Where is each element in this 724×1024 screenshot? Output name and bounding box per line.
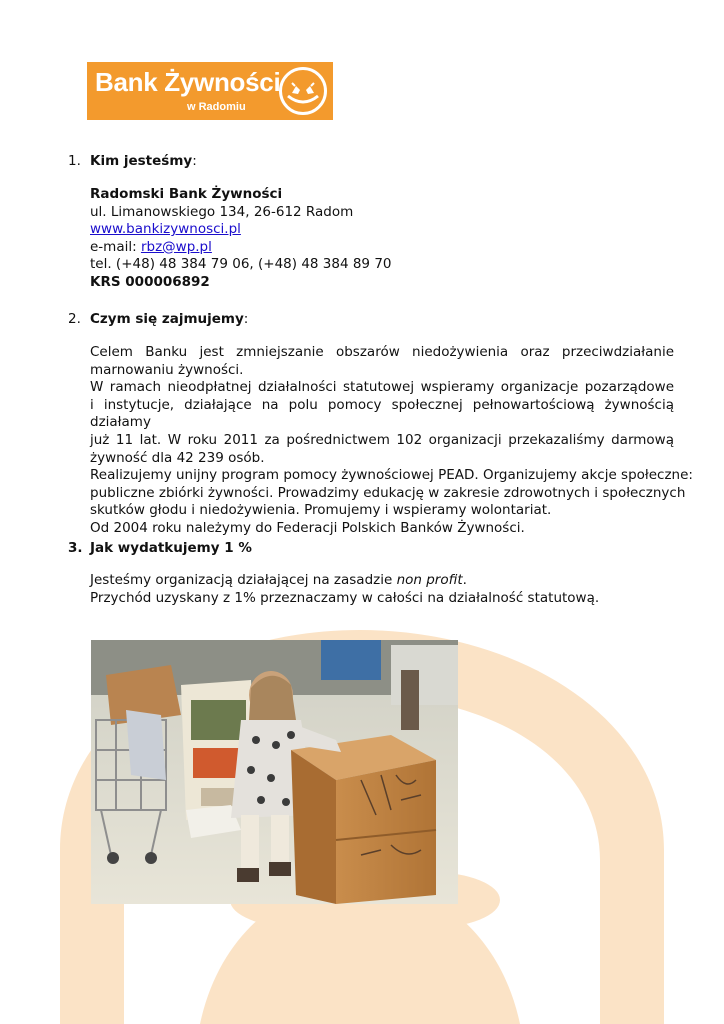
section-number: 1. [68, 153, 81, 169]
paragraph-line: W ramach nieodpłatnej działalności statutowej wspieramy organizacje pozarządowe [90, 379, 674, 396]
paragraph-line: Celem Banku jest zmniejszanie obszarów niedożywienia oraz przeciwdziałanie [90, 344, 674, 360]
paragraph-line: żywność dla 42 239 osób. [90, 449, 265, 466]
section-title: Czym się zajmujemy [90, 311, 244, 327]
paragraph-line: publiczne zbiórki żywności. Prowadzimy edukację w zakresie zdrowotnych i społecznych [90, 484, 686, 501]
paragraph-line: i instytucje, działające na polu pomocy społecznej pełnowartościową żywnością działamy [90, 396, 674, 431]
section-title: Kim jesteśmy [90, 153, 193, 169]
section-3-heading [68, 539, 252, 557]
paragraph-line: Realizujemy unijny program pomocy żywnościowej PEAD. Organizujemy akcje społeczne: [90, 467, 693, 484]
logo-subtitle: w Radomiu [187, 101, 246, 113]
nonprofit-suffix: . [462, 572, 467, 588]
bowl-birds-icon [278, 66, 328, 116]
email-label: e-mail: [90, 238, 141, 255]
contact-block [90, 186, 674, 292]
donation-usage: Przychód uzyskany z 1% przeznaczamy w całości na działalność statutową. [90, 589, 600, 606]
paragraph-line: marnowaniu żywności. [90, 361, 244, 378]
nonprofit-prefix: Jesteśmy organizacją działającej na zasadzie [90, 572, 397, 588]
donation-paragraph [90, 572, 674, 607]
section-2-heading [68, 310, 248, 328]
section-number: 2. [68, 311, 81, 327]
org-name: Radomski Bank Żywności [90, 186, 283, 202]
address: ul. Limanowskiego 134, 26-612 Radom [90, 203, 354, 220]
heading-colon: : [243, 311, 249, 327]
paragraph-line: już 11 lat. W roku 2011 za pośrednictwem 102 organizacji przekazaliśmy darmową [90, 431, 674, 448]
nonprofit-term: non profit [396, 572, 463, 588]
email-link[interactable]: rbz@wp.pl [140, 238, 212, 255]
volunteer-photo [91, 640, 458, 904]
phone: tel. (+48) 48 384 79 06, (+48) 48 384 89 70 [90, 256, 392, 273]
bank-logo [87, 62, 333, 120]
krs-number: KRS 000006892 [90, 273, 210, 290]
section-number: 3. [68, 540, 83, 556]
paragraph-line: Od 2004 roku należymy do Federacji Polskich Banków Żywności. [90, 519, 525, 536]
website-link[interactable]: www.bankizywnosci.pl [90, 221, 241, 238]
about-paragraph [90, 344, 693, 538]
logo-title: Bank Żywności [95, 67, 281, 97]
section-title: Jak wydatkujemy 1 % [90, 540, 252, 556]
heading-colon: : [192, 153, 197, 169]
section-1-heading [68, 152, 197, 170]
paragraph-line: skutków głodu i niedożywienia. Promujemy i wspieramy wolontariat. [90, 502, 552, 519]
